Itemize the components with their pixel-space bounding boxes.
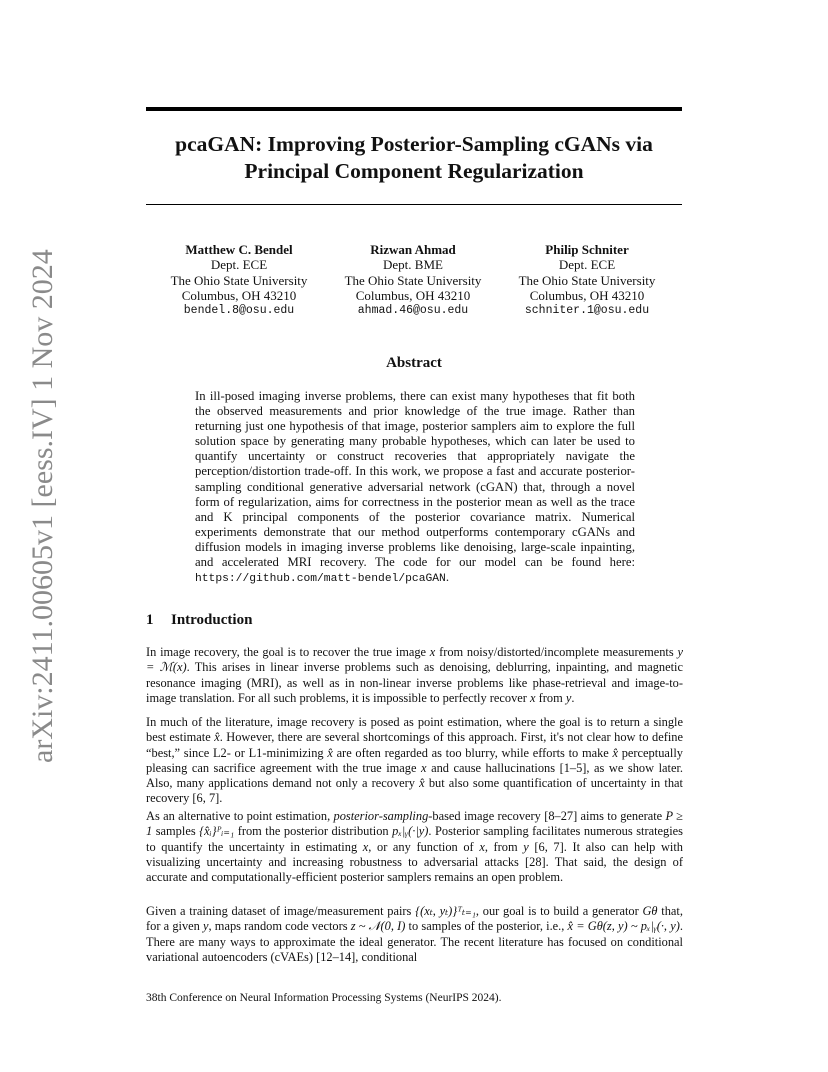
emphasis: posterior-sampling — [333, 809, 429, 823]
math-generator-eq: x̂ = Gθ(z, y) ~ pₓ|ᵧ(·, y) — [567, 919, 680, 934]
abstract-body: In ill-posed imaging inverse problems, there can exist many hypotheses that fit both the observed measurements and prior knowledge of the true image. Rather than returning just one hypothesis of that image, posterior samplers aim to explore the full solution space by generating many probable hypotheses, which can later be used to quantify uncertainty or construct recoveries that appropriately navigate the perception/distortion trade-off. In this work, we propose a fast and accurate posterior-sampling conditional generative adversarial network (cGAN) that, through a novel form of regularization, aims for correctness in the posterior mean as well as the trace and K principal components of the posterior covariance matrix. Numerical experiments demonstrate that our method outperforms contemporary cGANs and diffusion models in imaging inverse problems like denoising, large-scale inpainting, and accelerated MRI recovery. The code for our model can be found here: — [195, 389, 635, 570]
author-block — [146, 242, 682, 318]
author-university: The Ohio State University — [344, 272, 482, 288]
math-y: y — [565, 690, 572, 705]
math-P: P ≥ 1 — [146, 809, 683, 839]
author-city: Columbus, OH 43210 — [181, 287, 297, 303]
code-link[interactable]: https://github.com/matt-bendel/pcaGAN — [195, 573, 446, 586]
author-university: The Ohio State University — [518, 272, 656, 288]
math-code-dist: z ~ 𝒩(0, I) — [350, 919, 406, 934]
author-city: Columbus, OH 43210 — [529, 287, 645, 303]
math-xhat: x̂ — [612, 745, 619, 760]
math-generator: Gθ — [642, 904, 658, 918]
intro-paragraph-2: In much of the literature, image recovery is posed as point estimation, where the goal is to return a single best estimate x̂. However, there are several shortcomings of this approach. First, it's not clear how to define “best,” since L2- or L1-minimizing x̂ are often regarded as too blurry, while efforts to make x̂ perceptually pleasing can sacrifice agreement with the true image x and cause hallucinations [1–5], as we show later. Also, many applications demand not only a recovery x̂ but also some quantification of uncertainty in that recovery [6, 7]. — [146, 715, 684, 806]
abstract-text — [195, 389, 635, 587]
author-university: The Ohio State University — [170, 272, 308, 288]
title-line-2: Principal Component Regularization — [244, 159, 584, 183]
abstract-end: . — [445, 570, 450, 585]
math-x: x — [362, 839, 369, 854]
arxiv-identifier: arXiv:2411.00605v1 [eess.IV] 1 Nov 2024 — [26, 249, 59, 763]
math-posterior: pₓ|ᵧ(·|y) — [392, 824, 429, 839]
math-x: x — [421, 760, 427, 775]
math-sample-set: {x̂ᵢ}ᴾᵢ₌₁ — [199, 824, 235, 839]
intro-paragraph-4: Given a training dataset of image/measurement pairs {(xₜ, yₜ)}ᵀₜ₌₁, our goal is to build a generator Gθ that, for a given y, maps random code vectors z ~ 𝒩(0, I) to samples of the posterior, i.e., x̂ = Gθ(z, y) ~ pₓ|ᵧ(·, y). There are many ways to approximate the ideal generator. The recent literature has focused on conditional variational autoencoders (cVAEs) [12–14], conditional — [146, 904, 683, 964]
section-title: Introduction — [171, 612, 253, 628]
author-email[interactable]: schniter.1@osu.edu — [524, 304, 650, 318]
author-dept: Dept. BME — [383, 257, 443, 273]
math-x: x — [530, 690, 536, 705]
author-email[interactable]: bendel.8@osu.edu — [183, 304, 295, 318]
math-x: x — [479, 839, 485, 854]
section-number: 1 — [146, 612, 154, 628]
author-1 — [152, 242, 326, 318]
author-city: Columbus, OH 43210 — [355, 287, 471, 303]
paper-title — [146, 131, 682, 185]
math-x: x — [429, 645, 436, 659]
title-top-rule — [146, 107, 682, 111]
section-heading — [146, 612, 252, 629]
title-line-1: pcaGAN: Improving Posterior-Sampling cGANs via — [175, 132, 653, 156]
author-email[interactable]: ahmad.46@osu.edu — [357, 304, 469, 318]
intro-paragraph-1: In image recovery, the goal is to recover the true image x from noisy/distorted/incomplete measurements y = ℳ(x). This arises in linear inverse problems such as denoising, deblurring, inpainting, and magnetic resonance imaging (MRI), as well as in non-linear inverse problems like phase-retrieval and image-to-image translation. For all such problems, it is impossible to perfectly recover x from y. — [146, 645, 683, 705]
abstract-heading: Abstract — [386, 355, 442, 371]
author-2 — [326, 242, 500, 318]
author-name: Philip Schniter — [545, 242, 629, 257]
math-measurement: y = ℳ(x) — [146, 645, 683, 675]
intro-paragraph-3: As an alternative to point estimation, posterior-sampling-based image recovery [8–27] aims to generate P ≥ 1 samples {x̂ᵢ}ᴾᵢ₌₁ from the posterior distribution pₓ|ᵧ(·|y). Posterior sampling facilitates numerous strategies to quantify the uncertainty in estimating x, or any function of x, from y [6, 7]. It also can help with visualizing uncertainty and increasing robustness to adversarial attacks [28]. That said, the design of accurate and computationally-efficient posterior samplers remains an open problem. — [146, 809, 684, 885]
author-dept: Dept. ECE — [558, 257, 616, 273]
math-xhat: x̂ — [327, 745, 333, 760]
author-name: Rizwan Ahmad — [370, 242, 456, 257]
math-xhat: x̂ — [419, 776, 425, 791]
math-y: y — [203, 919, 209, 934]
math-dataset: {(xₜ, yₜ)}ᵀₜ₌₁ — [415, 904, 476, 918]
title-bottom-rule — [146, 204, 682, 205]
author-name: Matthew C. Bendel — [185, 242, 293, 257]
author-dept: Dept. ECE — [210, 257, 268, 273]
math-xhat: x̂ — [214, 730, 220, 745]
math-y: y — [523, 839, 529, 854]
conference-footnote: 38th Conference on Neural Information Processing Systems (NeurIPS 2024). — [146, 992, 502, 1004]
author-3 — [500, 242, 674, 318]
